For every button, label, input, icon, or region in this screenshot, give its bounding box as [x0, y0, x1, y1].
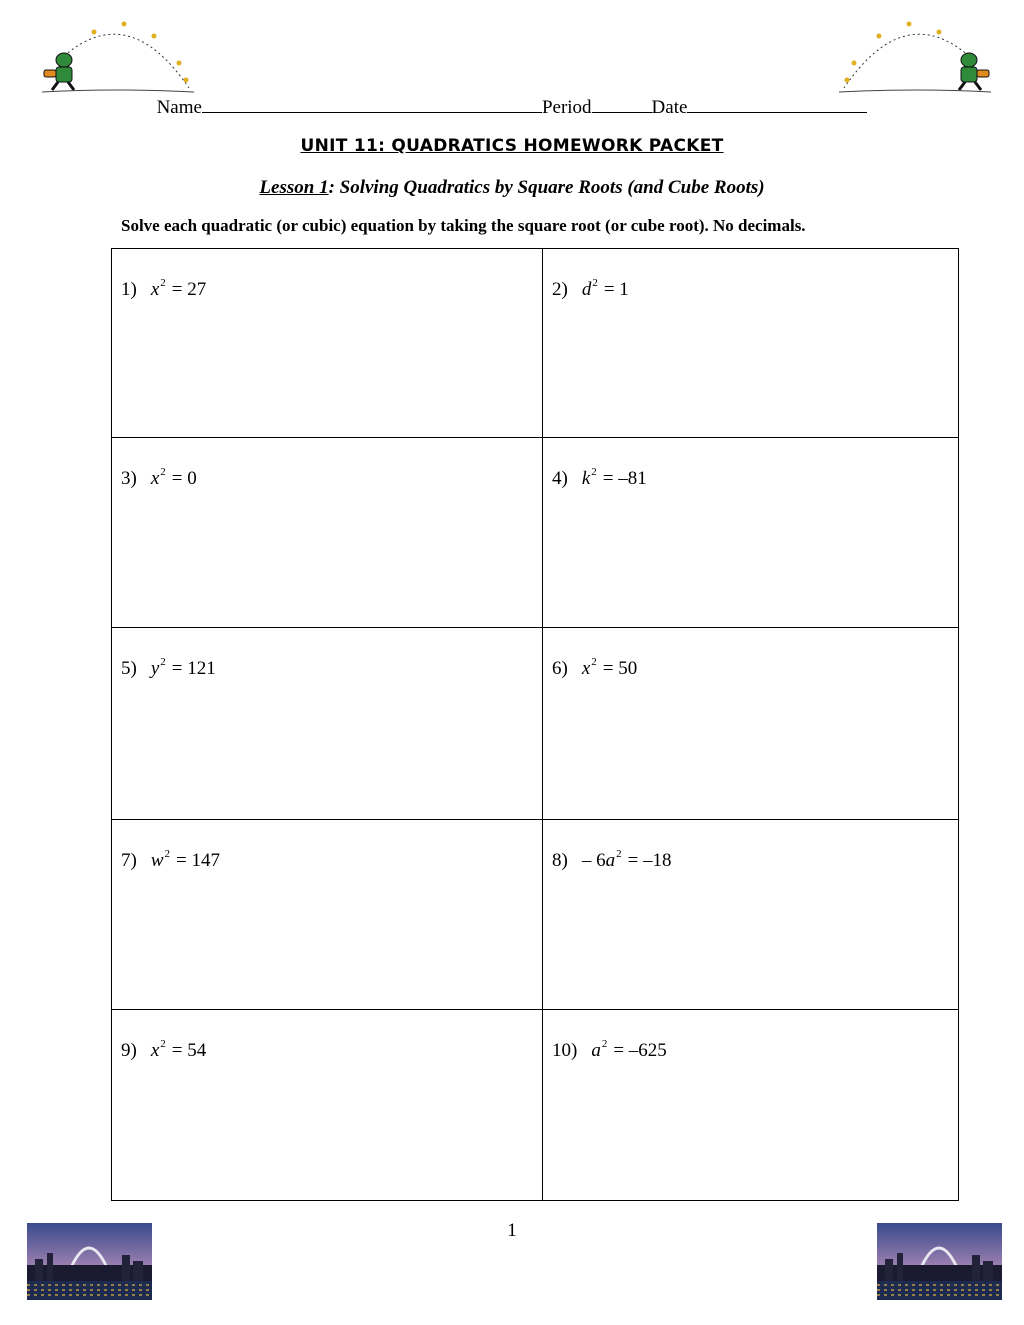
problem-cell[interactable] [543, 249, 959, 438]
date-blank[interactable] [687, 94, 867, 113]
arch-skyline-photo-right [877, 1223, 1002, 1300]
name-label: Name [156, 97, 202, 118]
instructions: Solve each quadratic (or cubic) equation by taking the square root (or cube root). No decimals. [121, 216, 806, 235]
lesson-title: : Solving Quadratics by Square Roots (and Cube Roots) [328, 177, 765, 198]
problem-9: 9) $x^2 = 54$ [121, 1038, 207, 1061]
arch-skyline-photo-left [27, 1223, 152, 1300]
problem-cell[interactable] [543, 438, 959, 628]
date-label: Date [651, 97, 688, 118]
problem-cell[interactable] [112, 1010, 543, 1201]
problem-cell[interactable] [112, 820, 543, 1010]
student-info-line [0, 94, 1024, 119]
problem-cell[interactable] [112, 438, 543, 628]
problem-8: $8) - 6a^2 = -18$ [552, 848, 672, 871]
leprechaun-clipart-left [34, 18, 199, 96]
period-label: Period [541, 97, 592, 118]
problem-10: 10) $a^2 = -625$ [552, 1038, 667, 1061]
problem-5: 5) $y^2 = 121$ [121, 656, 216, 679]
packet-title: UNIT 11: QUADRATICS HOMEWORK PACKET [300, 136, 724, 156]
problem-1: 1) $x^2 = 27$ [121, 277, 207, 300]
problem-cell[interactable] [543, 1010, 959, 1201]
problem-6: 6) $x^2 = 50$ [552, 656, 638, 679]
name-blank[interactable] [202, 94, 542, 113]
lesson-label: Lesson 1 [259, 177, 329, 198]
leprechaun-clipart-right [834, 18, 999, 96]
problem-3: 3) $x^2 = 0$ [121, 466, 197, 489]
problem-cell[interactable] [543, 820, 959, 1010]
problem-cell[interactable] [543, 628, 959, 820]
problem-4: 4) $k^2 = -81$ [552, 466, 647, 489]
page-number: 1 [507, 1220, 517, 1241]
problem-cell[interactable] [112, 249, 543, 438]
problem-grid [111, 248, 959, 1201]
problem-2: 2) $d^2 = 1$ [552, 277, 629, 300]
problem-7: 7) $w^2 = 147$ [121, 848, 220, 871]
period-blank[interactable] [592, 94, 652, 113]
lesson-heading [0, 177, 1024, 199]
problem-cell[interactable] [112, 628, 543, 820]
